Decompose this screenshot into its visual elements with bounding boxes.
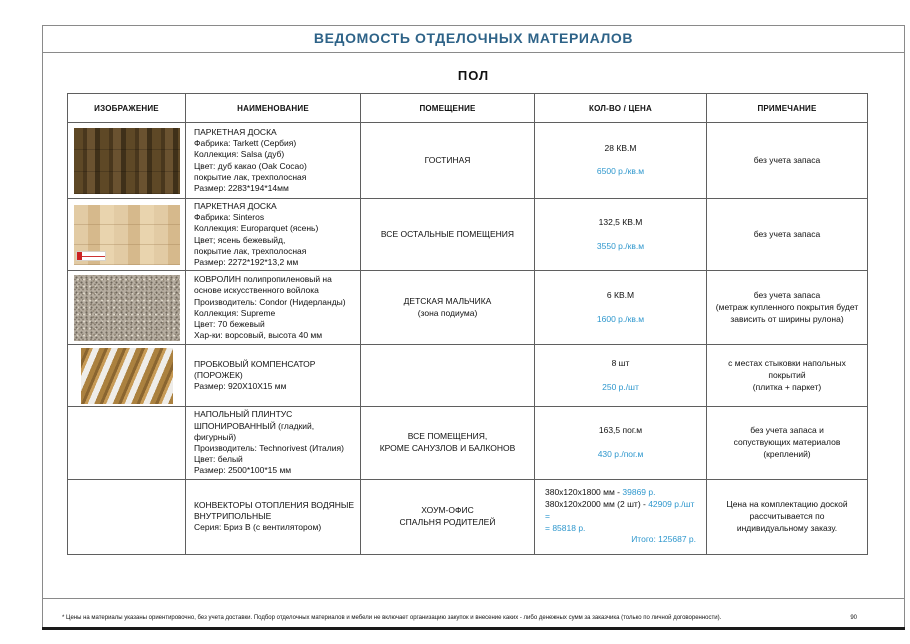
table-row <box>68 123 868 199</box>
qty-line <box>539 241 702 253</box>
item-name-line: Цвет: белый <box>194 454 243 465</box>
item-name-line: НАПОЛЬНЫЙ ПЛИНТУС <box>194 409 293 420</box>
item-name-line: Хар-ки: ворсовый, высота 40 мм <box>194 330 323 341</box>
note-line: зависить от ширины рулона) <box>730 313 844 324</box>
qty-line <box>539 155 702 167</box>
qty-line <box>539 217 702 229</box>
item-name <box>186 123 361 199</box>
item-name-line: Производитель: Condor (Нидерланды) <box>194 296 346 307</box>
qty-line <box>539 314 702 326</box>
room-line: ВСЕ ПОМЕЩЕНИЯ, <box>407 431 488 442</box>
qty-line <box>539 382 702 394</box>
price-value: 250 р./шт <box>602 381 639 392</box>
room-line: (зона подиума) <box>417 307 478 318</box>
qty-price <box>535 345 707 407</box>
item-name-line: ВНУТРИПОЛЬНЫЕ <box>194 511 272 522</box>
qty-line <box>539 166 702 178</box>
item-name-line: Производитель: Technorivest (Италия) <box>194 442 344 453</box>
room <box>361 123 535 199</box>
price-value: = 85818 р. <box>545 522 586 533</box>
note <box>707 345 868 407</box>
room <box>361 271 535 345</box>
item-name-line: покрытие лак, трехполосная <box>194 171 307 182</box>
note-line: рассчитывается по <box>749 510 825 521</box>
item-name-line: Цвет: 70 бежевый <box>194 319 265 330</box>
qty-line <box>539 499 702 523</box>
table-row <box>68 199 868 271</box>
price-value: 39869 р. <box>622 486 656 497</box>
qty-value: 132,5 КВ.М <box>598 216 643 227</box>
note <box>707 407 868 479</box>
room-line: ХОУМ-ОФИС <box>421 504 474 515</box>
item-name-line: Коллекция: Salsa (дуб) <box>194 149 285 160</box>
item-name-line: Размер: 920X10X15 мм <box>194 381 287 392</box>
column-header-1: ИЗОБРАЖЕНИЕ <box>68 94 186 123</box>
qty-line <box>539 449 702 461</box>
qty-line <box>539 358 702 370</box>
note-line: без учета запаса и <box>750 425 824 436</box>
note-line: индивидуальному заказу. <box>736 522 838 533</box>
frame-line-footer-divider <box>42 598 905 599</box>
item-name <box>186 345 361 407</box>
logo-watermark <box>76 251 106 261</box>
item-name-line: основе искусственного войлока <box>194 285 319 296</box>
image-cell <box>68 407 186 479</box>
qty-line <box>539 302 702 314</box>
table-header-row <box>68 94 868 123</box>
qty-line <box>539 425 702 437</box>
room <box>361 199 535 271</box>
qty-price <box>535 271 707 345</box>
item-name-line: (ПОРОЖЕК) <box>194 370 243 381</box>
price-value: 6500 р./кв.м <box>596 166 645 177</box>
item-name-line: Серия: Бриз В (с вентилятором) <box>194 522 322 533</box>
page-number: 90 <box>850 615 857 621</box>
frame-line-right <box>904 25 905 630</box>
product-image-parquet-dark <box>74 128 180 194</box>
table-row <box>68 479 868 554</box>
qty-price <box>535 479 707 554</box>
note <box>707 479 868 554</box>
room-line: КРОМЕ САНУЗЛОВ И БАЛКОНОВ <box>379 442 516 453</box>
room <box>361 407 535 479</box>
footer-note: * Цены на материалы указаны ориентировочно, без учета доставки. Подбор отделочных материалов и мебели не включает организацию закупок и внесение каких - либо денежных сумм за заказчика (только по личной договоренности). <box>62 615 722 621</box>
item-name <box>186 271 361 345</box>
product-image-carpet <box>74 275 180 341</box>
item-name-line: Размер: 2500*100*15 мм <box>194 465 292 476</box>
price-value: 42909 р./шт = <box>545 498 695 521</box>
product-image-parquet-light <box>74 205 180 265</box>
note-line: (плитка + паркет) <box>752 381 822 392</box>
frame-line-title-divider <box>42 52 905 53</box>
item-name-line: Фабрика: Sinteros <box>194 212 265 223</box>
table-row <box>68 345 868 407</box>
price-value: 430 р./пог.м <box>597 448 644 459</box>
room-line: ДЕТСКАЯ МАЛЬЧИКА <box>403 295 492 306</box>
item-name-line: Фабрика: Tarkett (Сербия) <box>194 138 297 149</box>
qty-line <box>539 523 702 535</box>
note-line: с местах стыковки напольных покрытий <box>728 357 846 380</box>
image-cell <box>68 123 186 199</box>
image-cell <box>68 271 186 345</box>
note-line: без учета запаса <box>753 289 821 300</box>
room <box>361 345 535 407</box>
image-cell <box>68 345 186 407</box>
price-value: Итого: 125687 р. <box>631 534 696 545</box>
price-value: 3550 р./кв.м <box>596 240 645 251</box>
column-header-5: ПРИМЕЧАНИЕ <box>707 94 868 123</box>
column-header-3: ПОМЕЩЕНИЕ <box>361 94 535 123</box>
image-cell <box>68 199 186 271</box>
room <box>361 479 535 554</box>
materials-table <box>67 93 868 555</box>
item-name <box>186 407 361 479</box>
note-line: сопуствующих материалов (креплений) <box>733 437 841 459</box>
note-line: Цена на комплектацию доской <box>726 498 848 509</box>
note <box>707 199 868 271</box>
table-row <box>68 407 868 479</box>
table-row <box>68 271 868 345</box>
qty-value: 28 КВ.М <box>604 142 637 153</box>
item-name-line: ШПОНИРОВАННЫЙ (гладкий, фигурный) <box>194 420 315 442</box>
frame-line-bottom-thick <box>42 627 905 630</box>
note-line: без учета запаса <box>753 154 821 165</box>
item-name-line: Цвет: дуб какао (Oak Cocao) <box>194 160 307 171</box>
footer <box>42 615 905 621</box>
column-header-2: НАИМЕНОВАНИЕ <box>186 94 361 123</box>
note <box>707 123 868 199</box>
qty-line <box>539 229 702 241</box>
room-line: СПАЛЬНЯ РОДИТЕЛЕЙ <box>399 516 496 527</box>
qty-value: 8 шт <box>611 357 630 368</box>
price-value: 1600 р./кв.м <box>596 313 645 324</box>
item-name-line: Размер: 2283*194*14мм <box>194 182 289 193</box>
qty-line <box>539 143 702 155</box>
qty-price <box>535 407 707 479</box>
qty-value: 380х120х2000 мм (2 шт) - <box>545 498 649 509</box>
qty-value: 6 КВ.М <box>606 289 635 300</box>
qty-price <box>535 123 707 199</box>
qty-line <box>539 290 702 302</box>
qty-price <box>535 199 707 271</box>
item-name-line: Коллекция: Supreme <box>194 307 276 318</box>
page-title: ВЕДОМОСТЬ ОТДЕЛОЧНЫХ МАТЕРИАЛОВ <box>313 30 634 46</box>
item-name-line: Размер: 2272*192*13,2 мм <box>194 257 299 268</box>
item-name <box>186 199 361 271</box>
qty-line <box>539 487 702 499</box>
item-name-line: Цвет; ясень бежевыйд, <box>194 234 286 245</box>
room-line: ВСЕ ОСТАЛЬНЫЕ ПОМЕЩЕНИЯ <box>380 228 515 239</box>
product-image-cork <box>81 348 173 404</box>
note-line: без учета запаса <box>753 228 821 239</box>
item-name-line: ПРОБКОВЫЙ КОМПЕНСАТОР <box>194 358 316 369</box>
room-line: ГОСТИНАЯ <box>424 154 471 165</box>
item-name-line: КОВРОЛИН полипропиленовый на <box>194 274 332 285</box>
qty-value: 380х120х1800 мм - <box>545 486 623 497</box>
image-cell <box>68 479 186 554</box>
item-name-line: покрытие лак, трехполосная <box>194 245 307 256</box>
item-name-line: ПАРКЕТНАЯ ДОСКА <box>194 201 277 211</box>
item-name-line: Коллекция: Europarquet (ясень) <box>194 223 319 234</box>
column-header-4: КОЛ-ВО / ЦЕНА <box>535 94 707 123</box>
section-title: ПОЛ <box>457 68 490 83</box>
item-name-line: КОНВЕКТОРЫ ОТОПЛЕНИЯ ВОДЯНЫЕ <box>194 499 355 510</box>
item-name <box>186 479 361 554</box>
frame-line-left <box>42 25 43 630</box>
qty-value: 163,5 пог.м <box>598 425 643 436</box>
note-line: (метраж купленного покрытия будет <box>715 301 859 312</box>
qty-line <box>539 370 702 382</box>
qty-line <box>539 437 702 449</box>
frame-line-top <box>42 25 905 26</box>
note <box>707 271 868 345</box>
qty-line <box>539 534 702 546</box>
item-name-line: ПАРКЕТНАЯ ДОСКА <box>194 126 277 137</box>
